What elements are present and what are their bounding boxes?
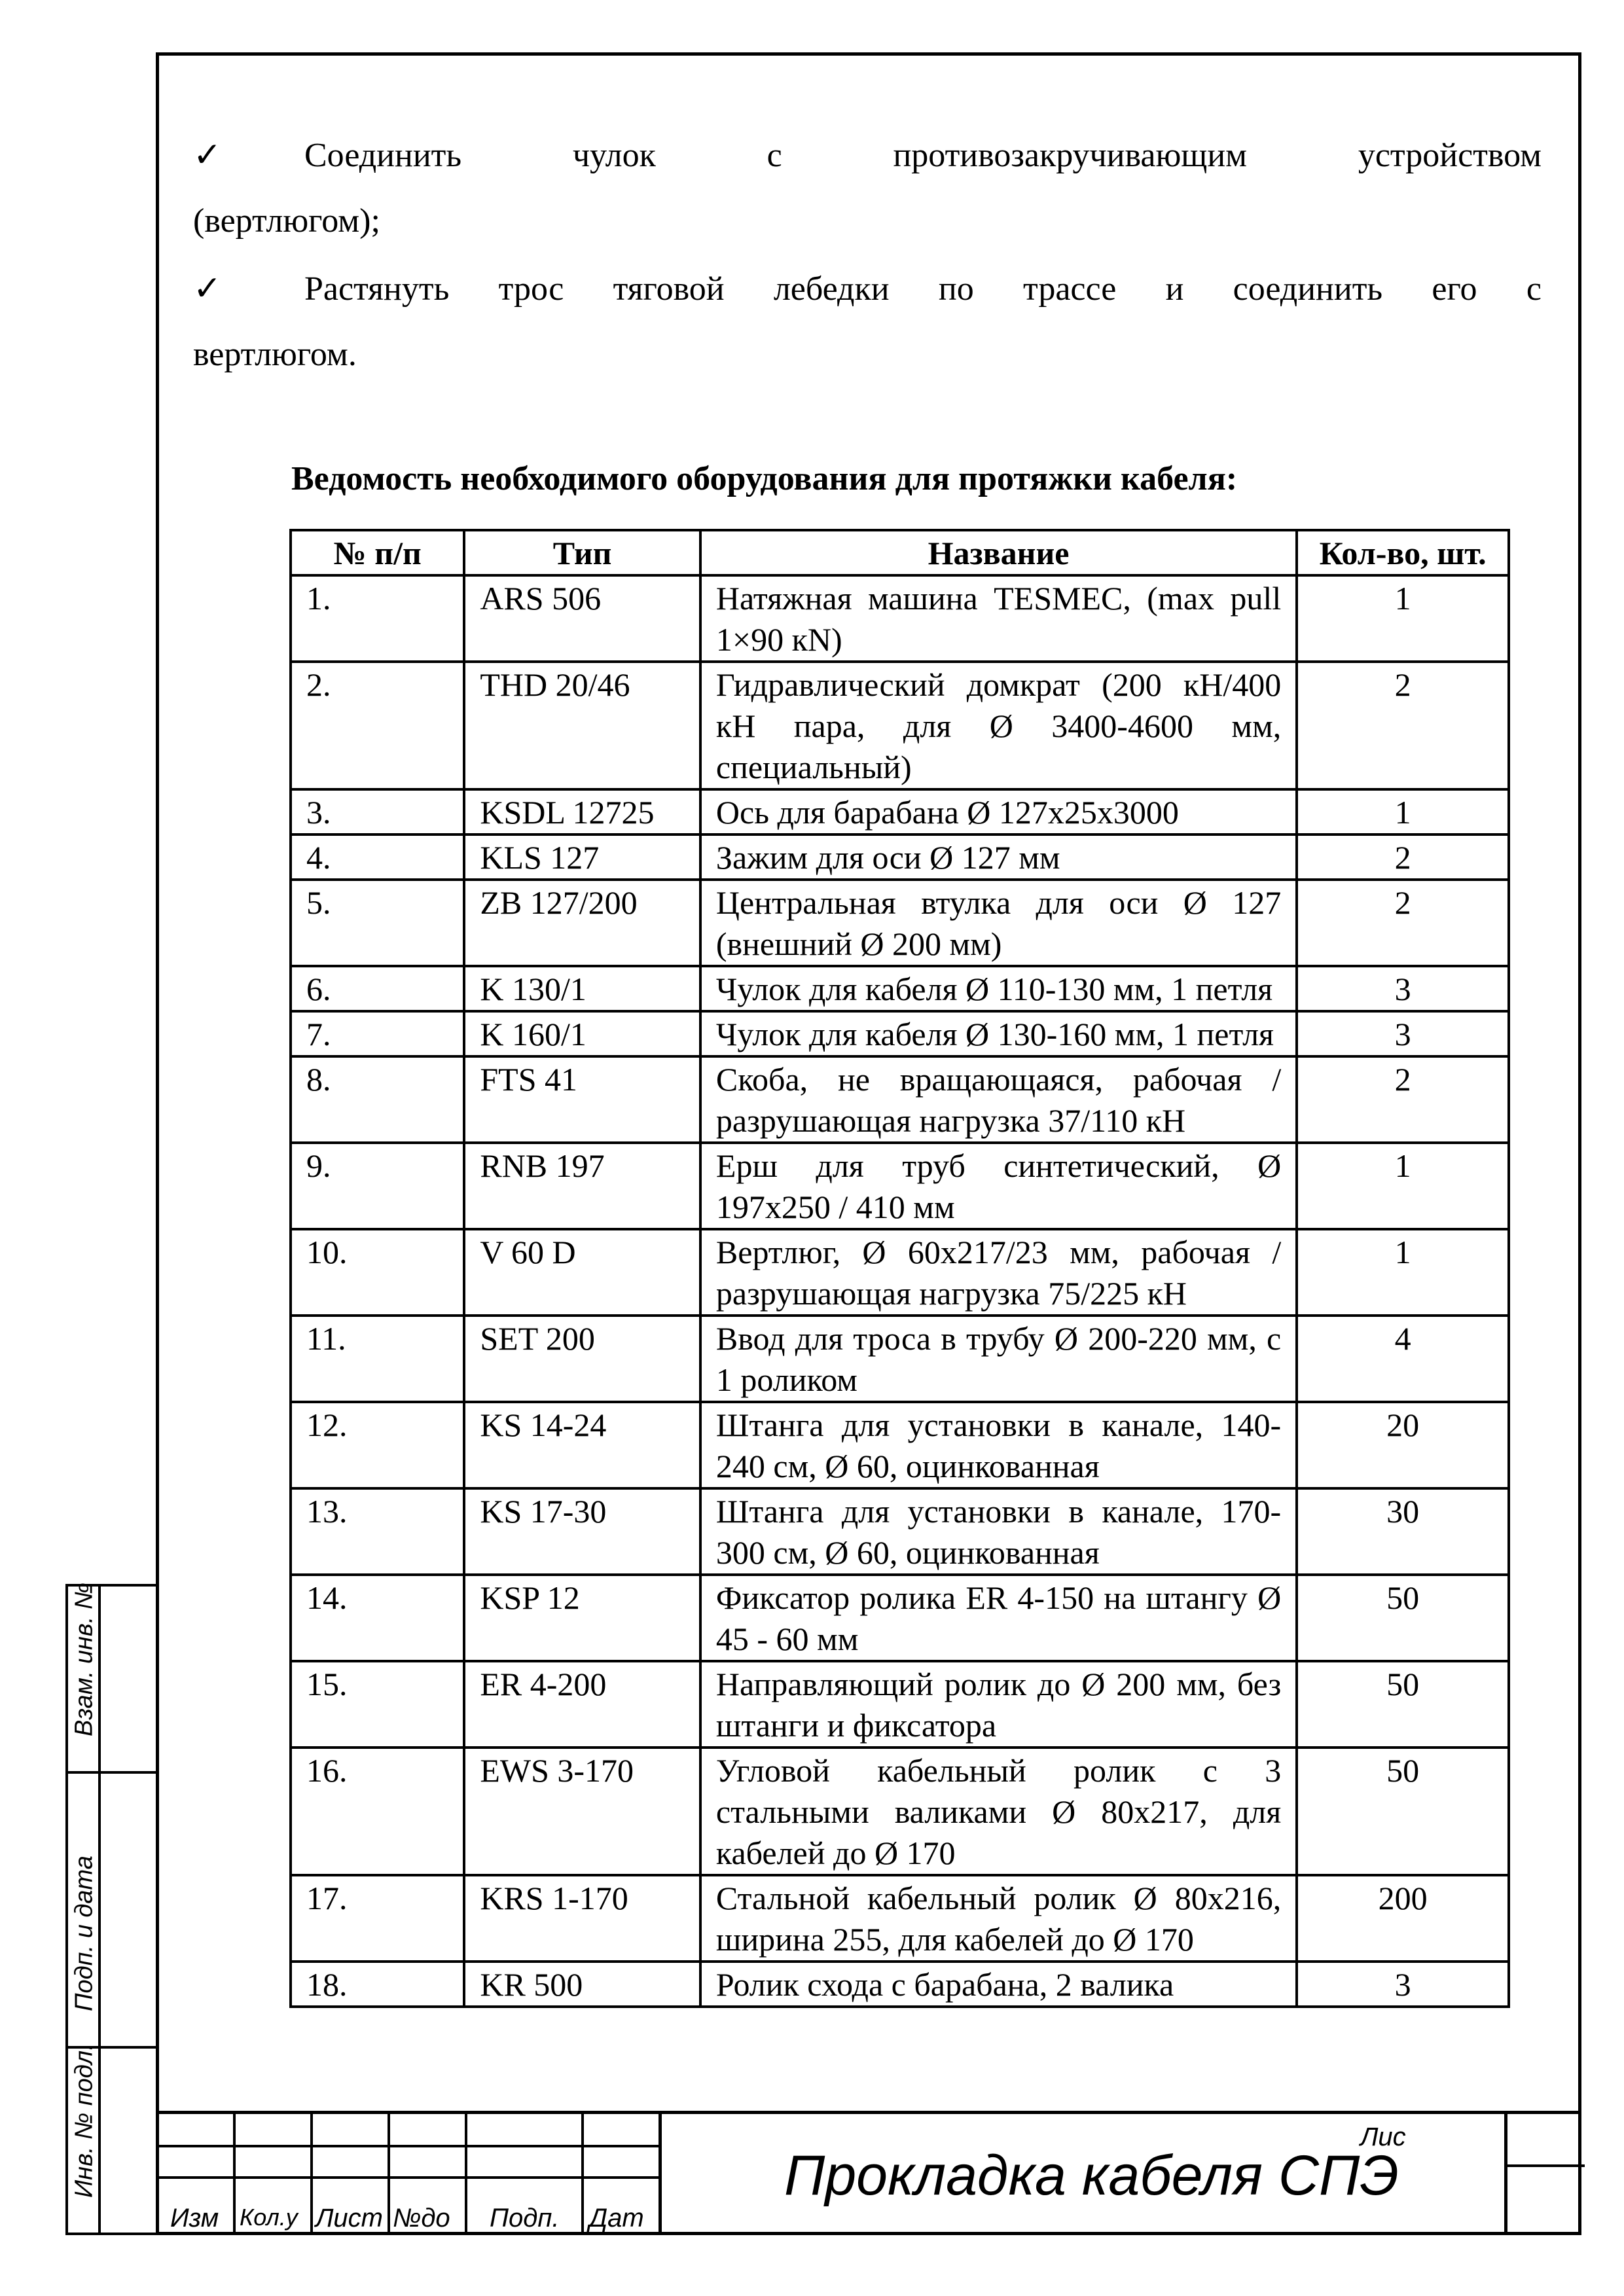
row-type: ER 4-200 bbox=[464, 1661, 700, 1748]
row-number: 10. bbox=[291, 1229, 464, 1316]
row-name: Вертлюг, Ø 60x217/23 мм, рабочая / разрушающая нагрузка 75/225 кН bbox=[700, 1229, 1297, 1316]
table-row bbox=[291, 1748, 1509, 1875]
header-number: № п/п bbox=[291, 530, 464, 575]
row-number: 11. bbox=[291, 1316, 464, 1402]
side-label-sign-date: Подп. и дата bbox=[70, 1856, 98, 2011]
row-number: 4. bbox=[291, 834, 464, 880]
table-row bbox=[291, 1011, 1509, 1056]
table-row bbox=[291, 834, 1509, 880]
row-number: 3. bbox=[291, 789, 464, 834]
table-row bbox=[291, 880, 1509, 966]
row-type: KS 14-24 bbox=[464, 1402, 700, 1488]
table-row bbox=[291, 1875, 1509, 1962]
row-number: 1. bbox=[291, 575, 464, 662]
side-label-inv-orig: Инв. № подл. bbox=[70, 2043, 98, 2198]
row-quantity: 1 bbox=[1297, 789, 1509, 834]
table-row bbox=[291, 1229, 1509, 1316]
row-name: Гидравлический домкрат (200 кН/400 кН пара, для Ø 3400-4600 мм, специальный) bbox=[700, 662, 1297, 789]
label-date: Дат bbox=[589, 2204, 644, 2233]
table-header-row bbox=[291, 530, 1509, 575]
row-name: Натяжная машина TESMEC, (max pull 1×90 кN) bbox=[700, 575, 1297, 662]
row-name: Штанга для установки в канале, 170-300 см, Ø 60, оцинкованная bbox=[700, 1488, 1297, 1575]
label-change: Изм bbox=[170, 2204, 219, 2233]
table-body bbox=[291, 575, 1509, 2007]
row-quantity: 30 bbox=[1297, 1488, 1509, 1575]
row-type: KR 500 bbox=[464, 1962, 700, 2007]
row-number: 18. bbox=[291, 1962, 464, 2007]
row-number: 2. bbox=[291, 662, 464, 789]
row-name: Ввод для троса в трубу Ø 200-220 мм, с 1 роликом bbox=[700, 1316, 1297, 1402]
row-quantity: 50 bbox=[1297, 1748, 1509, 1875]
label-doc-number: №до bbox=[393, 2204, 450, 2233]
row-type: RNB 197 bbox=[464, 1143, 700, 1229]
side-stamp bbox=[65, 1584, 156, 2235]
header-name: Название bbox=[700, 530, 1297, 575]
row-quantity: 4 bbox=[1297, 1316, 1509, 1402]
sheet-number-cell bbox=[1504, 2111, 1581, 2235]
paragraph-connect-sock: ✓ Соединить чулок с противозакручивающим устройством (вертлюгом); bbox=[193, 123, 1542, 254]
side-cell-inv-orig bbox=[65, 2043, 156, 2235]
table-row bbox=[291, 662, 1509, 789]
row-number: 12. bbox=[291, 1402, 464, 1488]
row-name: Скоба, не вращающаяся, рабочая / разрушающая нагрузка 37/110 кН bbox=[700, 1056, 1297, 1143]
row-quantity: 1 bbox=[1297, 1229, 1509, 1316]
row-name: Ролик схода с барабана, 2 валика bbox=[700, 1962, 1297, 2007]
row-type: V 60 D bbox=[464, 1229, 700, 1316]
row-type: KRS 1-170 bbox=[464, 1875, 700, 1962]
table-row bbox=[291, 575, 1509, 662]
row-number: 17. bbox=[291, 1875, 464, 1962]
table-row bbox=[291, 1402, 1509, 1488]
row-type: ARS 506 bbox=[464, 575, 700, 662]
row-type: SET 200 bbox=[464, 1316, 700, 1402]
row-quantity: 3 bbox=[1297, 1962, 1509, 2007]
document-title: Прокладка кабеля СПЭ bbox=[784, 2144, 1399, 2207]
row-type: KSP 12 bbox=[464, 1575, 700, 1661]
label-sheet: Лист bbox=[316, 2204, 383, 2233]
row-quantity: 20 bbox=[1297, 1402, 1509, 1488]
row-type: FTS 41 bbox=[464, 1056, 700, 1143]
table-row bbox=[291, 1962, 1509, 2007]
row-type: KSDL 12725 bbox=[464, 789, 700, 834]
title-block bbox=[156, 2111, 1581, 2235]
row-quantity: 2 bbox=[1297, 880, 1509, 966]
header-quantity: Кол-во, шт. bbox=[1297, 530, 1509, 575]
row-name: Направляющий ролик до Ø 200 мм, без штанги и фиксатора bbox=[700, 1661, 1297, 1748]
row-number: 16. bbox=[291, 1748, 464, 1875]
table-heading: Ведомость необходимого оборудования для протяжки кабеля: bbox=[291, 460, 1238, 497]
table-row bbox=[291, 1661, 1509, 1748]
row-quantity: 200 bbox=[1297, 1875, 1509, 1962]
label-sheet-short: Лис bbox=[1360, 2123, 1406, 2151]
row-quantity: 2 bbox=[1297, 1056, 1509, 1143]
row-name: Фиксатор ролика ER 4-150 на штангу Ø 45 - 60 мм bbox=[700, 1575, 1297, 1661]
side-cell-replace-inv bbox=[65, 1584, 156, 1774]
table-row bbox=[291, 1575, 1509, 1661]
row-number: 14. bbox=[291, 1575, 464, 1661]
table-row bbox=[291, 1056, 1509, 1143]
side-cell-sign-date bbox=[65, 1774, 156, 2049]
label-count: Кол.у bbox=[240, 2204, 298, 2231]
row-quantity: 50 bbox=[1297, 1575, 1509, 1661]
row-type: KS 17-30 bbox=[464, 1488, 700, 1575]
row-quantity: 2 bbox=[1297, 834, 1509, 880]
table-row bbox=[291, 1316, 1509, 1402]
row-number: 9. bbox=[291, 1143, 464, 1229]
row-name: Штанга для установки в канале, 140-240 см, Ø 60, оцинкованная bbox=[700, 1402, 1297, 1488]
row-name: Ерш для труб синтетический, Ø 197x250 / 410 мм bbox=[700, 1143, 1297, 1229]
row-quantity: 1 bbox=[1297, 1143, 1509, 1229]
row-type: K 160/1 bbox=[464, 1011, 700, 1056]
row-type: THD 20/46 bbox=[464, 662, 700, 789]
row-number: 7. bbox=[291, 1011, 464, 1056]
table-row bbox=[291, 966, 1509, 1011]
row-quantity: 50 bbox=[1297, 1661, 1509, 1748]
row-number: 15. bbox=[291, 1661, 464, 1748]
row-type: K 130/1 bbox=[464, 966, 700, 1011]
row-number: 6. bbox=[291, 966, 464, 1011]
row-type: ZB 127/200 bbox=[464, 880, 700, 966]
row-name: Чулок для кабеля Ø 110-130 мм, 1 петля bbox=[700, 966, 1297, 1011]
row-quantity: 2 bbox=[1297, 662, 1509, 789]
equipment-table bbox=[289, 529, 1510, 2008]
check-icon: ✓ bbox=[193, 270, 222, 308]
row-name: Ось для барабана Ø 127x25x3000 bbox=[700, 789, 1297, 834]
label-signature: Подп. bbox=[490, 2204, 560, 2233]
row-number: 5. bbox=[291, 880, 464, 966]
header-type: Тип bbox=[464, 530, 700, 575]
row-quantity: 1 bbox=[1297, 575, 1509, 662]
paragraph-stretch-cable: ✓ Растянуть трос тяговой лебедки по трассе и соединить его с вертлюгом. bbox=[193, 257, 1542, 387]
check-icon: ✓ bbox=[193, 137, 222, 174]
table-row bbox=[291, 789, 1509, 834]
row-name: Центральная втулка для оси Ø 127 (внешний Ø 200 мм) bbox=[700, 880, 1297, 966]
row-number: 13. bbox=[291, 1488, 464, 1575]
side-label-replace-inv: Взам. инв. № bbox=[70, 1582, 98, 1736]
row-quantity: 3 bbox=[1297, 966, 1509, 1011]
row-name: Стальной кабельный ролик Ø 80x216, ширина 255, для кабелей до Ø 170 bbox=[700, 1875, 1297, 1962]
row-name: Зажим для оси Ø 127 мм bbox=[700, 834, 1297, 880]
row-number: 8. bbox=[291, 1056, 464, 1143]
table-row bbox=[291, 1488, 1509, 1575]
row-quantity: 3 bbox=[1297, 1011, 1509, 1056]
row-name: Чулок для кабеля Ø 130-160 мм, 1 петля bbox=[700, 1011, 1297, 1056]
row-type: KLS 127 bbox=[464, 834, 700, 880]
row-type: EWS 3-170 bbox=[464, 1748, 700, 1875]
table-row bbox=[291, 1143, 1509, 1229]
row-name: Угловой кабельный ролик с 3 стальными валиками Ø 80x217, для кабелей до Ø 170 bbox=[700, 1748, 1297, 1875]
